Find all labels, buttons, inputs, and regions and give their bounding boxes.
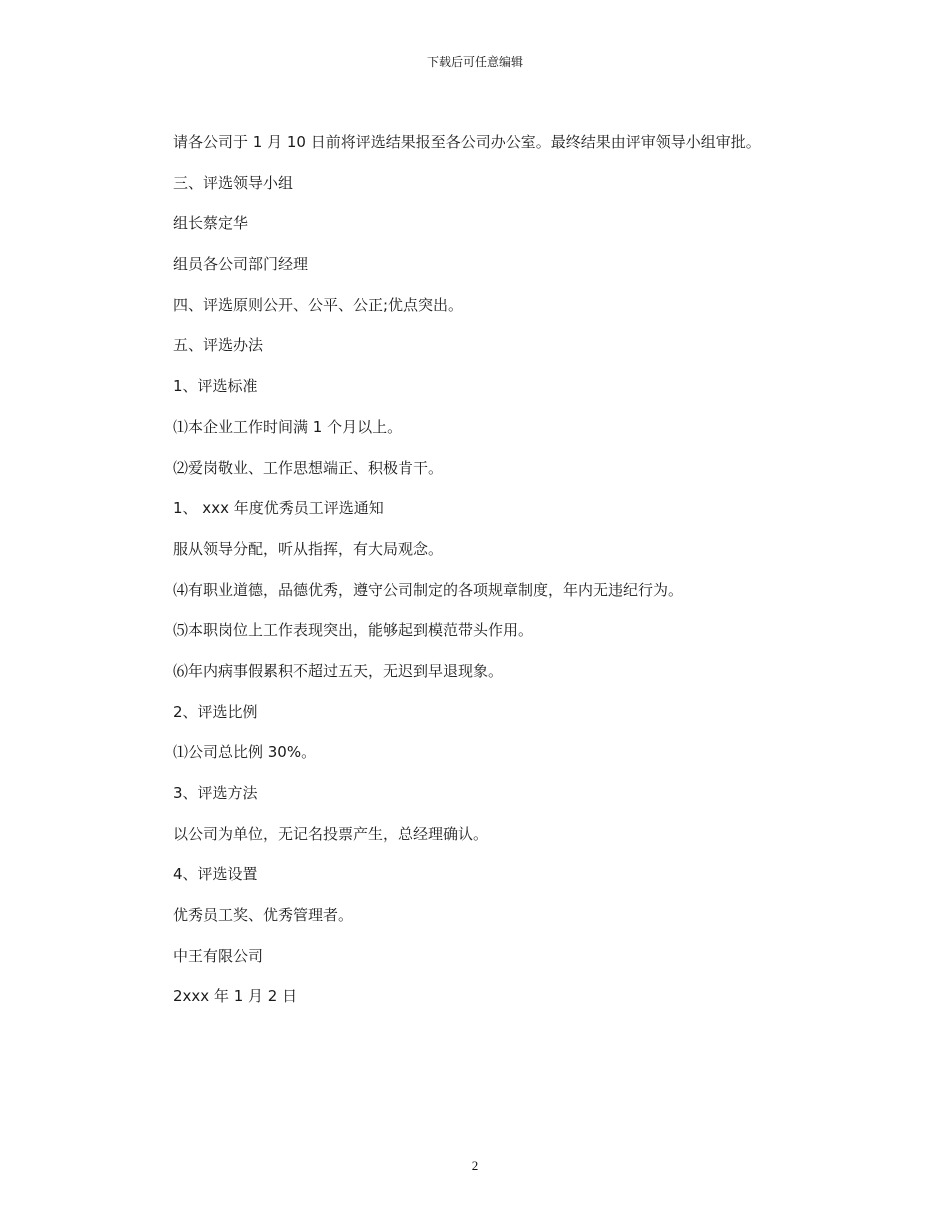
criteria-item-5: ⑸本职岗位上工作表现突出，能够起到模范带头作用。 <box>173 621 534 640</box>
ratio-item-1: ⑴公司总比例 30%。 <box>173 743 317 762</box>
paragraph-submission-deadline: 请各公司于 1 月 10 日前将评选结果报至各公司办公室。最终结果由评审领导小组审批。 <box>173 133 761 151</box>
subheading-selection-method: 3、评选方法 <box>173 784 258 802</box>
criteria-item-4: ⑷有职业道德，品德优秀，遵守公司制定的各项规章制度，年内无违纪行为。 <box>173 580 684 599</box>
heading-selection-principles: 四、评选原则公开、公平、公正;优点突出。 <box>173 295 464 314</box>
heading-leadership-group: 三、评选领导小组 <box>173 173 294 192</box>
notice-title-line: 1、 xxx 年度优秀员工评选通知 <box>173 499 384 518</box>
signature-company: 中王有限公司 <box>173 946 264 965</box>
criteria-item-6: ⑹年内病事假累积不超过五天，无迟到早退现象。 <box>173 661 504 680</box>
criteria-item-3: 服从领导分配，听从指挥，有大局观念。 <box>173 539 444 558</box>
subheading-selection-ratio: 2、评选比例 <box>173 702 258 721</box>
signature-date: 2xxx 年 1 月 2 日 <box>173 987 298 1006</box>
criteria-item-2: ⑵爱岗敬业、工作思想端正、积极肯干。 <box>173 458 444 477</box>
page-number: 2 <box>471 1158 479 1173</box>
paragraph-group-members: 组员各公司部门经理 <box>173 255 309 274</box>
paragraph-group-leader: 组长蔡定华 <box>173 214 249 233</box>
heading-selection-methods: 五、评选办法 <box>173 336 264 355</box>
criteria-item-1: ⑴本企业工作时间满 1 个月以上。 <box>173 417 403 436</box>
subheading-award-settings: 4、评选设置 <box>173 865 258 884</box>
document-body <box>173 131 853 1026</box>
subheading-selection-criteria: 1、评选标准 <box>173 377 258 396</box>
method-description: 以公司为单位，无记名投票产生，总经理确认。 <box>173 824 489 843</box>
page-header: 下载后可任意编辑 <box>426 55 523 69</box>
award-settings-description: 优秀员工奖、优秀管理者。 <box>173 906 354 925</box>
